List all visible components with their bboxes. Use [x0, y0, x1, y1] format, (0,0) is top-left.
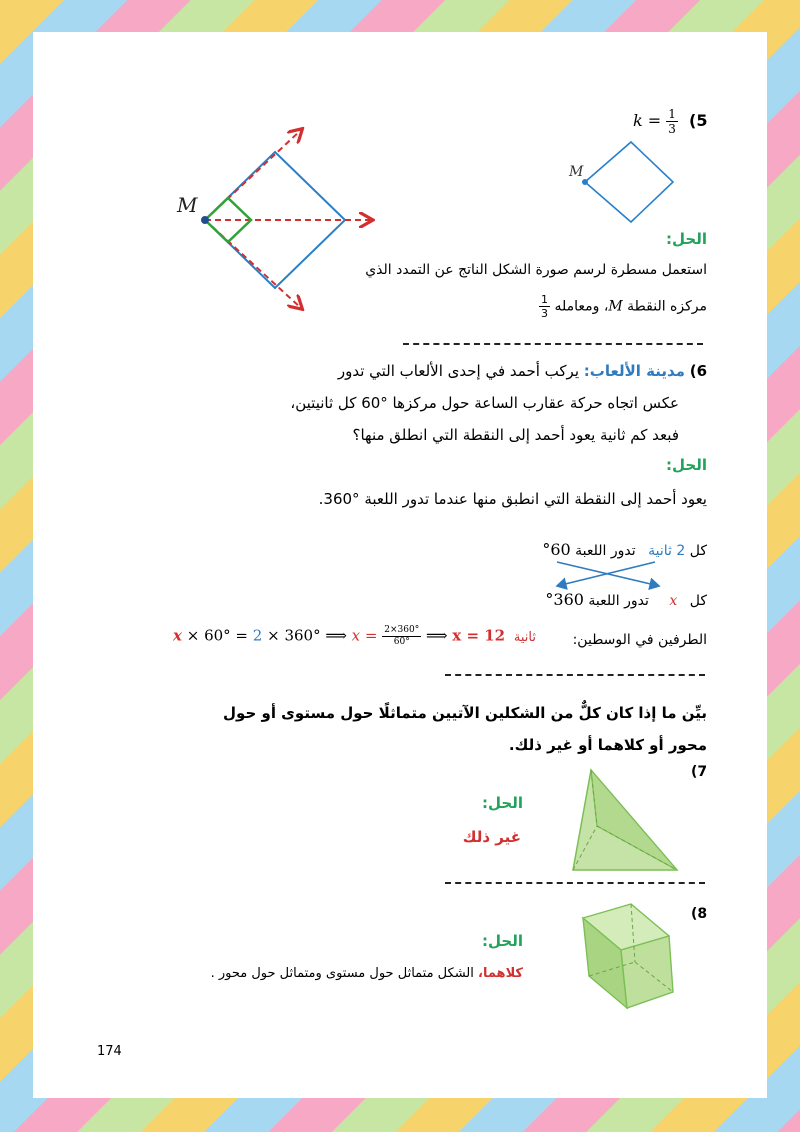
question-7-number: (7: [691, 764, 708, 780]
worksheet-page: [33, 32, 767, 1098]
center-point: [201, 216, 209, 224]
cross-multiplication-label: الطرفين في الوسطين:: [572, 632, 707, 648]
question-5-number: (5: [689, 111, 708, 130]
divider-1: [403, 343, 703, 345]
dilation-figure: [173, 120, 393, 320]
svg-text:M: M: [569, 164, 584, 180]
small-square-figure: [563, 132, 713, 227]
q6-line2: عكس اتجاه حركة عقارب الساعة حول مركزها °60 كل ثانيتين،: [290, 394, 679, 412]
k-value: k = $\frac{1}{3}$ (5: [633, 107, 708, 136]
proportion-row-2: كل x تدور اللعبة 360°: [545, 590, 707, 609]
q78-intro-line1: بيِّن ما إذا كان كلٌّ من الشكلين الآتيين متماثلًا حول مستوى أو حول: [223, 704, 707, 722]
big-m-label: M: [177, 193, 198, 217]
q6-solution-label: الحل:: [666, 456, 707, 474]
q6-line3: فبعد كم ثانية يعود أحمد إلى النقطة التي انطلق منها؟: [352, 426, 679, 444]
prism-figure: [577, 900, 677, 1012]
q6-line1: 6) مدينة الألعاب: يركب أحمد في إحدى الألعاب التي تدور: [337, 362, 707, 380]
q5-solution-line1: استعمل مسطرة لرسم صورة الشكل الناتج عن التمدد الذي: [365, 262, 707, 278]
q5-solution-label: الحل:: [666, 230, 707, 248]
question-8-number: (8: [691, 906, 708, 922]
q5-solution-line2: مركزه النقطة M، ومعامله $\frac{1}{3}$: [541, 293, 707, 320]
q7-answer: غير ذلك: [462, 828, 521, 846]
proportion-row-1: كل 2 ثانية تدور اللعبة 60°: [542, 540, 707, 559]
equation: x × 60° = 2 × 360° ⟹ x = $\frac{2\times 360^\circ}{60^\circ}$ ⟹ x = 12 ثانية: [173, 625, 536, 647]
q78-intro-line2: محور أو كلاهما أو غير ذلك.: [508, 736, 707, 754]
page-number: 174: [97, 1044, 122, 1059]
divider-2: [445, 674, 705, 676]
q6-answer: يعود أحمد إلى النقطة التي انطبق منها عندما تدور اللعبة °360.: [318, 490, 707, 508]
q7-solution-label: الحل:: [482, 794, 523, 812]
cross-arrows: [543, 558, 673, 590]
q8-solution-label: الحل:: [482, 932, 523, 950]
q8-answer: كلاهما، الشكل متماثل حول مستوى ومتماثل حول محور .: [210, 966, 523, 981]
pyramid-figure: [569, 766, 684, 874]
divider-3: [445, 882, 705, 884]
